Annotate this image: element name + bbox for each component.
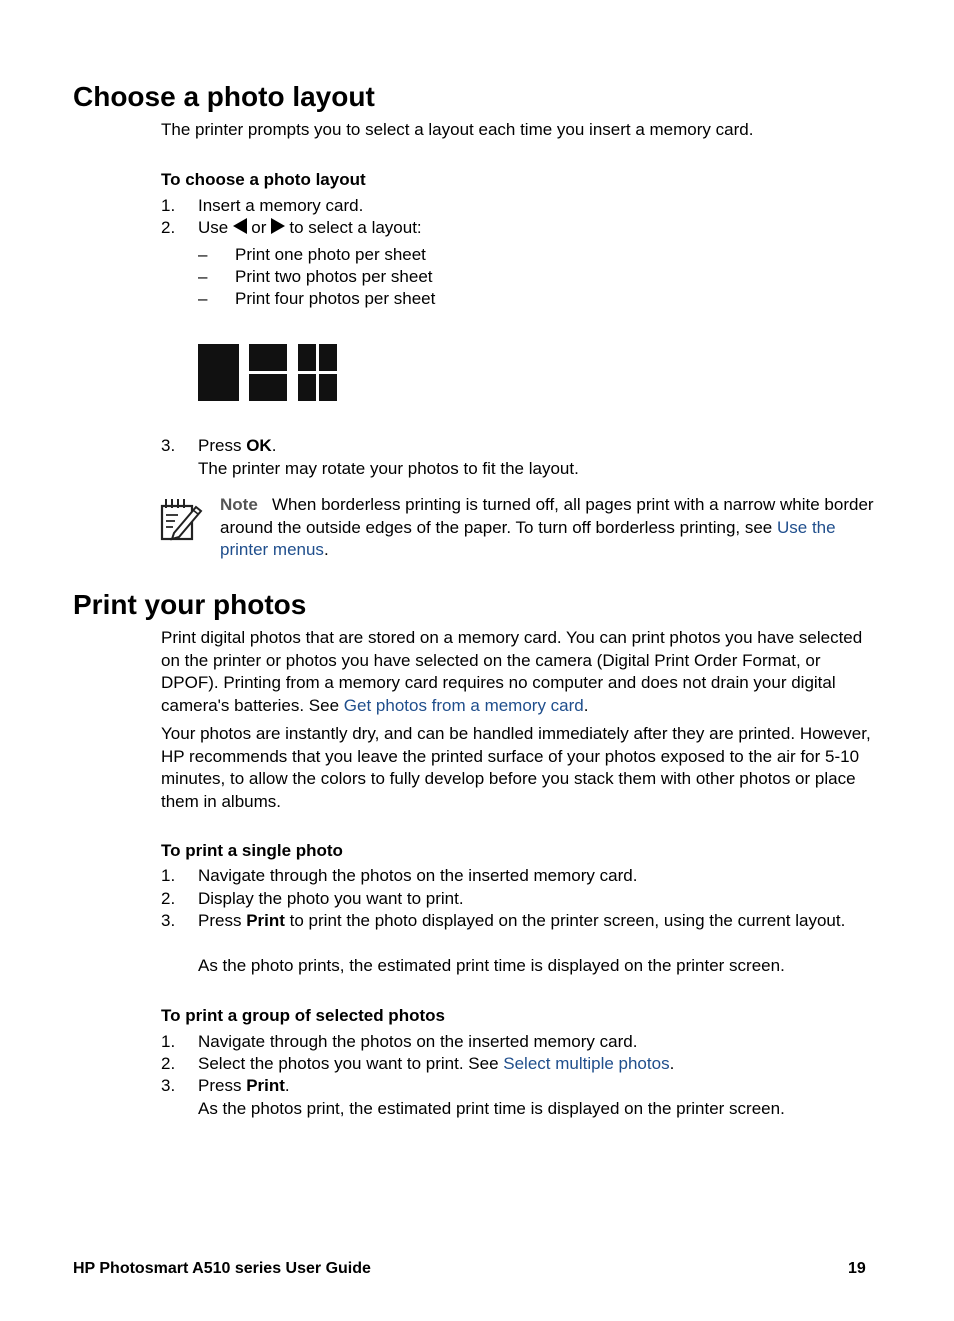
note-end: . <box>323 540 329 559</box>
step-text: Navigate through the photos on the inserted memory card. <box>198 866 638 885</box>
step-number: 2. <box>161 218 176 237</box>
step-text: Navigate through the photos on the inserted memory card. <box>198 1032 638 1051</box>
list-item <box>161 1031 881 1055</box>
list-item <box>161 888 881 912</box>
use-printer-menus-link[interactable]: Use the printer menus <box>220 517 836 559</box>
step-text-prefix: Press <box>198 1076 247 1095</box>
step-text: Insert a memory card. <box>198 196 364 215</box>
two-photo-layout-icon <box>249 344 287 401</box>
step-text <box>198 1075 290 1098</box>
step-detail: The printer may rotate your photos to fit the layout. <box>198 459 579 478</box>
step-number: 1. <box>161 1032 176 1051</box>
step-text-prefix: Select the photos you want to print. See <box>198 1054 504 1073</box>
step-text-suffix: to print the photo displayed on the printer screen, using the current layout. <box>284 911 846 930</box>
section-title-choose-layout: Choose a photo layout <box>73 81 375 112</box>
footer-guide-title: HP Photosmart A510 series User Guide <box>73 1260 371 1277</box>
print-intro-paragraph <box>161 627 871 717</box>
four-photo-layout-icon <box>298 344 337 401</box>
step-detail: As the photo prints, the estimated print time is displayed on the printer screen. <box>198 956 785 975</box>
step-text-suffix: . <box>284 1076 290 1095</box>
intro-paragraph: The printer prompts you to select a layout each time you insert a memory card. <box>161 120 754 139</box>
list-item <box>161 865 881 889</box>
section-title-print-photos: Print your photos <box>73 589 307 620</box>
list-item <box>161 910 881 980</box>
step-number: 3. <box>161 911 176 930</box>
step-number: 1. <box>161 196 176 215</box>
option-text: Print four photos per sheet <box>235 289 436 308</box>
layout-icons <box>198 344 338 401</box>
paragraph-text: Print digital photos that are stored on a memory card. You can print photos you have selected on the printer or photos you have selected on the camera (Digital Print Order Format, or DPOF). Printing from a memory card requires no computer and does not drain your digital camera's batteries. See <box>161 628 863 715</box>
step-text-end: . <box>669 1054 675 1073</box>
print-button-label: Print <box>246 911 285 930</box>
step-text <box>198 217 422 240</box>
one-photo-layout-icon <box>198 344 239 401</box>
right-arrow-icon <box>271 218 285 234</box>
procedure-title-group-photos: To print a group of selected photos <box>161 1006 445 1025</box>
step-detail: As the photos print, the estimated print time is displayed on the printer screen. <box>198 1099 785 1118</box>
dash: – <box>198 267 208 286</box>
list-item <box>161 1053 881 1077</box>
list-item <box>161 217 881 241</box>
option-text: Print two photos per sheet <box>235 267 433 286</box>
step-text-or: or <box>251 218 267 237</box>
print-button-label: Print <box>246 1076 285 1095</box>
left-arrow-icon <box>233 218 247 234</box>
list-item <box>161 195 881 219</box>
note-pad-pencil-icon <box>160 497 204 543</box>
dash: – <box>198 289 208 308</box>
step-number: 2. <box>161 1054 176 1073</box>
step-text-suffix: . <box>271 436 277 455</box>
note-text <box>220 494 880 562</box>
step-text <box>198 1053 674 1076</box>
note-label: Note <box>220 495 258 514</box>
step-number: 2. <box>161 889 176 908</box>
step-text-prefix: Use <box>198 218 229 237</box>
select-multiple-photos-link[interactable]: Select multiple photos <box>503 1054 670 1073</box>
paragraph-end: . <box>583 695 589 715</box>
step-number: 1. <box>161 866 176 885</box>
option-text: Print one photo per sheet <box>235 245 426 264</box>
step-text-suffix: to select a layout: <box>289 218 422 237</box>
page-number: 19 <box>848 1260 866 1277</box>
ok-button-label: OK <box>246 436 272 455</box>
step-number: 3. <box>161 436 176 455</box>
procedure-title-choose-layout: To choose a photo layout <box>161 170 366 189</box>
step-number: 3. <box>161 1076 176 1095</box>
list-item <box>161 435 881 483</box>
list-item <box>161 1075 881 1123</box>
step-text <box>198 435 276 458</box>
step-text-prefix: Press <box>198 911 247 930</box>
layout-options-list <box>198 244 698 314</box>
note-body: When borderless printing is turned off, all pages print with a narrow white border around the outside edges of the paper. To turn off borderless printing, see <box>220 495 874 537</box>
procedure-title-single-photo: To print a single photo <box>161 841 343 860</box>
dash: – <box>198 245 208 264</box>
step-text <box>198 910 868 933</box>
step-text-prefix: Press <box>198 436 247 455</box>
drying-paragraph: Your photos are instantly dry, and can be handled immediately after they are printed. However, HP recommends that you leave the printed surface of your photos exposed to the air for 5-10 minutes, to allow the colors to fully develop before you stack them with other photos or place them in albums. <box>161 724 871 811</box>
get-photos-link[interactable]: Get photos from a memory card <box>343 695 584 715</box>
step-text: Display the photo you want to print. <box>198 889 464 908</box>
